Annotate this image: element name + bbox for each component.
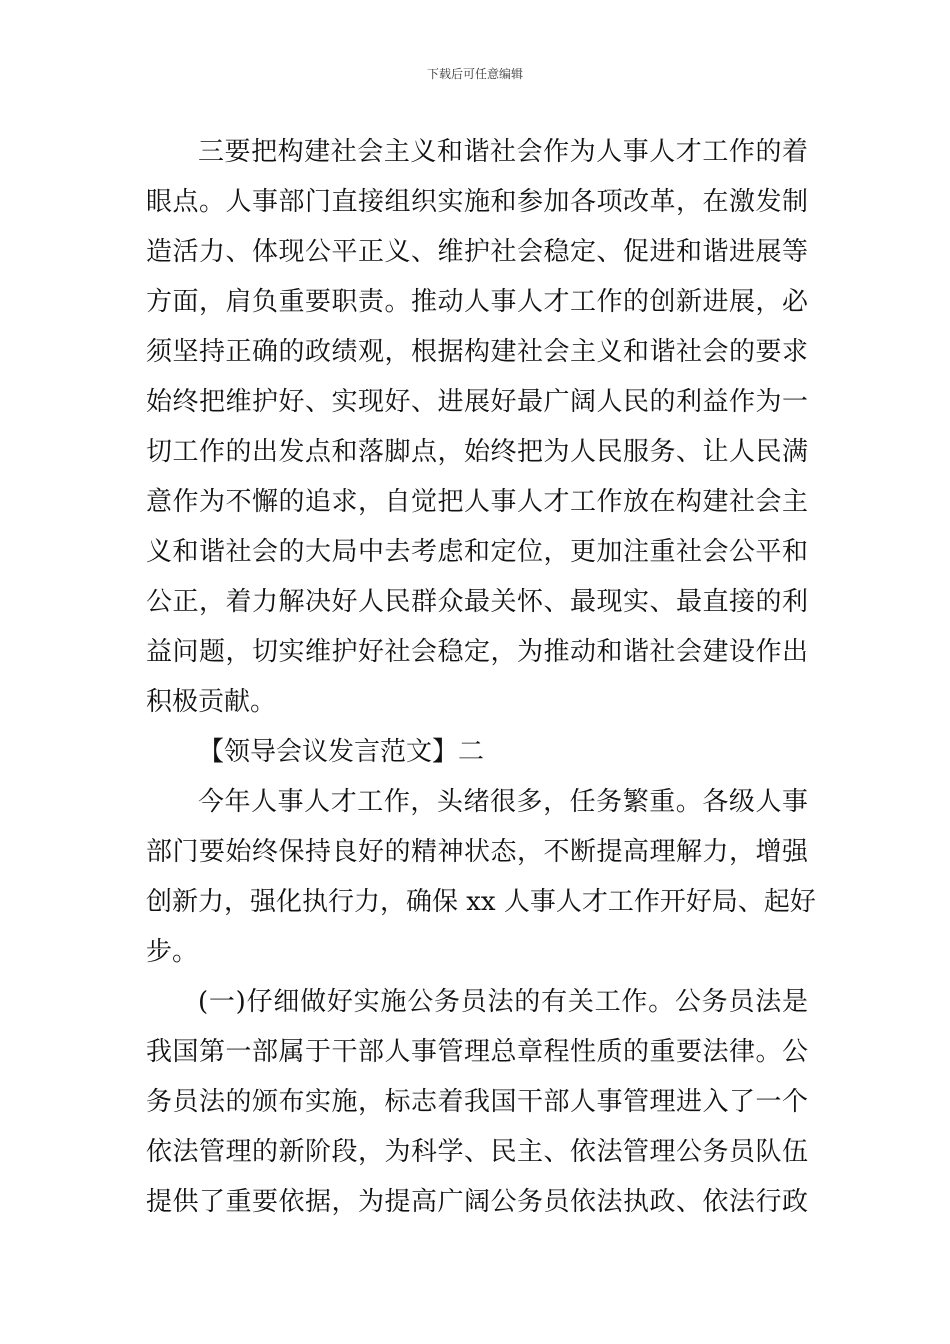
paragraph-line: 须坚持正确的政绩观，根据构建社会主义和谐社会的要求	[146, 337, 808, 367]
paragraph-line: 益问题，切实维护好社会稳定，为推动和谐社会建设作出	[146, 637, 808, 667]
paragraph-line: 步。	[146, 937, 199, 967]
paragraph-line: 依法管理的新阶段，为科学、民主、依法管理公务员队伍	[146, 1137, 808, 1167]
section-heading: 【领导会议发言范文】二	[198, 737, 485, 767]
paragraph-line: 造活力、体现公平正义、维护社会稳定、促进和谐进展等	[146, 237, 808, 267]
paragraph-line: 方面，肩负重要职责。推动人事人才工作的创新进展，必	[146, 287, 808, 317]
paragraph-line: 义和谐社会的大局中去考虑和定位，更加注重社会公平和	[146, 537, 808, 567]
paragraph-line: 三要把构建社会主义和谐社会作为人事人才工作的着	[198, 137, 808, 167]
paragraph-line: 部门要始终保持良好的精神状态，不断提高理解力，增强	[146, 837, 808, 867]
paragraph-line: 务员法的颁布实施，标志着我国干部人事管理进入了一个	[146, 1087, 808, 1117]
paragraph-line: (一)仔细做好实施公务员法的有关工作。公务员法是	[198, 987, 808, 1017]
paragraph-line: 始终把维护好、实现好、进展好最广阔人民的利益作为一	[146, 387, 808, 417]
paragraph-line: 切工作的出发点和落脚点，始终把为人民服务、让人民满	[146, 437, 808, 467]
paragraph-line: 我国第一部属于干部人事管理总章程性质的重要法律。公	[146, 1037, 808, 1067]
document-body	[146, 127, 816, 1227]
paragraph-line: 意作为不懈的追求，自觉把人事人才工作放在构建社会主	[146, 487, 808, 517]
paragraph-line: 创新力，强化执行力，确保 xx 人事人才工作开好局、起好	[146, 887, 816, 917]
paragraph-line: 今年人事人才工作，头绪很多，任务繁重。各级人事	[198, 787, 808, 817]
paragraph-line: 公正，着力解决好人民群众最关怀、最现实、最直接的利	[146, 587, 808, 617]
paragraph-line: 眼点。人事部门直接组织实施和参加各项改革，在激发制	[146, 187, 808, 217]
page-header-note: 下载后可任意编辑	[426, 67, 523, 81]
paragraph-line: 提供了重要依据，为提高广阔公务员依法执政、依法行政	[146, 1187, 808, 1217]
paragraph-line: 积极贡献。	[146, 687, 277, 717]
